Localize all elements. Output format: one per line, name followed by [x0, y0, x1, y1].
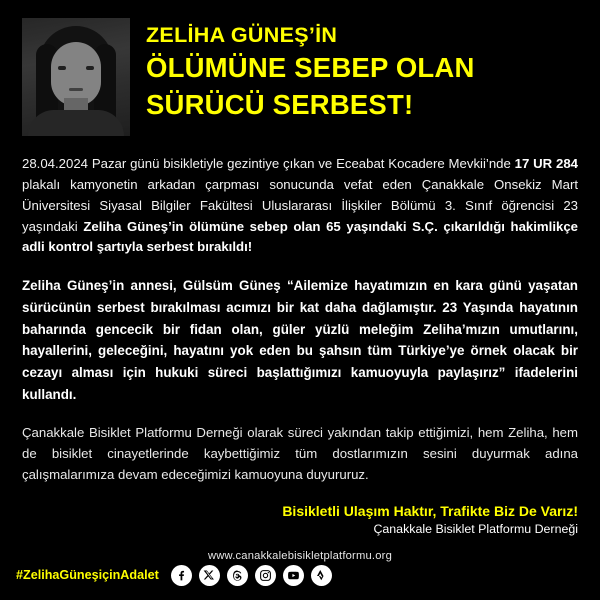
website-url: www.canakkalebisikletplatformu.org: [207, 549, 392, 562]
youtube-icon[interactable]: [283, 565, 304, 586]
x-twitter-icon[interactable]: [199, 565, 220, 586]
facebook-icon[interactable]: [171, 565, 192, 586]
headline-line-1: ZELİHA GÜNEŞ’İN: [146, 23, 338, 47]
social-links: [171, 565, 332, 586]
license-plate: 17 UR 284: [514, 156, 578, 171]
slogan: Bisikletli Ulaşım Haktır, Trafikte Biz De Varız!: [282, 502, 578, 519]
instagram-icon[interactable]: [255, 565, 276, 586]
portrait-mouth: [69, 88, 83, 91]
poster-footer: [0, 556, 600, 600]
hashtag: #ZelihaGüneşiçinAdalet: [16, 568, 159, 582]
closing-paragraph: Çanakkale Bisiklet Platformu Derneği olarak süreci yakından takip ettiğimizi, hem Zeliha, hem de bisiklet cinayetlerinde kaybettiğimiz tüm dostlarımızın sesini duyurmak adına çalışmalarımıza devam edeceğimizi kamuoyuna duyururuz.: [22, 424, 578, 482]
headline-line-2: ÖLÜMÜNE SEBEP OLAN: [146, 52, 475, 84]
poster-header: [22, 18, 578, 136]
intro-text-part-1: 28.04.2024 Pazar günü bisikletiyle gezintiye çıkan ve Eceabat Kocadere Mevkii’nde: [22, 156, 515, 171]
intro-text-emphasis: Zeliha Güneş’in ölümüne sebep olan 65 yaşındaki S.Ç. çıkarıldığı hakimlikçe adli kontrol şartıyla serbest bırakıldı!: [22, 218, 578, 255]
organization-name: Çanakkale Bisiklet Platformu Derneği: [373, 521, 578, 536]
portrait-eye-right: [86, 66, 94, 70]
intro-text-part-2: plakalı kamyonetin arkadan çarpması sonucunda vefat eden Çanakkale Onsekiz Mart Üniversitesi Siyasal Bilgiler Fakültesi Uluslararası İlişkiler Bölümü 3. Sınıf öğrencisi 23 yaşındaki: [22, 176, 578, 234]
threads-icon[interactable]: [227, 565, 248, 586]
portrait-face: [51, 42, 101, 106]
headline: [146, 18, 578, 122]
mother-quote: Zeliha Güneş’in annesi, Gülsüm Güneş “Ailemize hayatımızın en kara günü yaşatan sürücünün serbest bırakılması acımızı bir kat daha dağlamıştır. 23 Yaşında hayatının baharında gencecik bir fidan olan, güler yüzlü meleğim Zeliha’mızın umutlarını, hayallerini, geleceğini, hayatını yok eden bu şahsın tüm Türkiye’ye örnek olacak bir cezayı alması için hukuki süreci başlattığımızı kamuoyuyla paylaşırız” ifadelerini kullandı.: [22, 278, 578, 402]
strava-icon[interactable]: [311, 565, 332, 586]
headline-line-3: SÜRÜCÜ SERBEST!: [146, 89, 414, 121]
portrait-eye-left: [58, 66, 66, 70]
intro-paragraph: [22, 154, 578, 258]
portrait-photo: [22, 18, 130, 136]
portrait-shoulders: [28, 110, 124, 136]
